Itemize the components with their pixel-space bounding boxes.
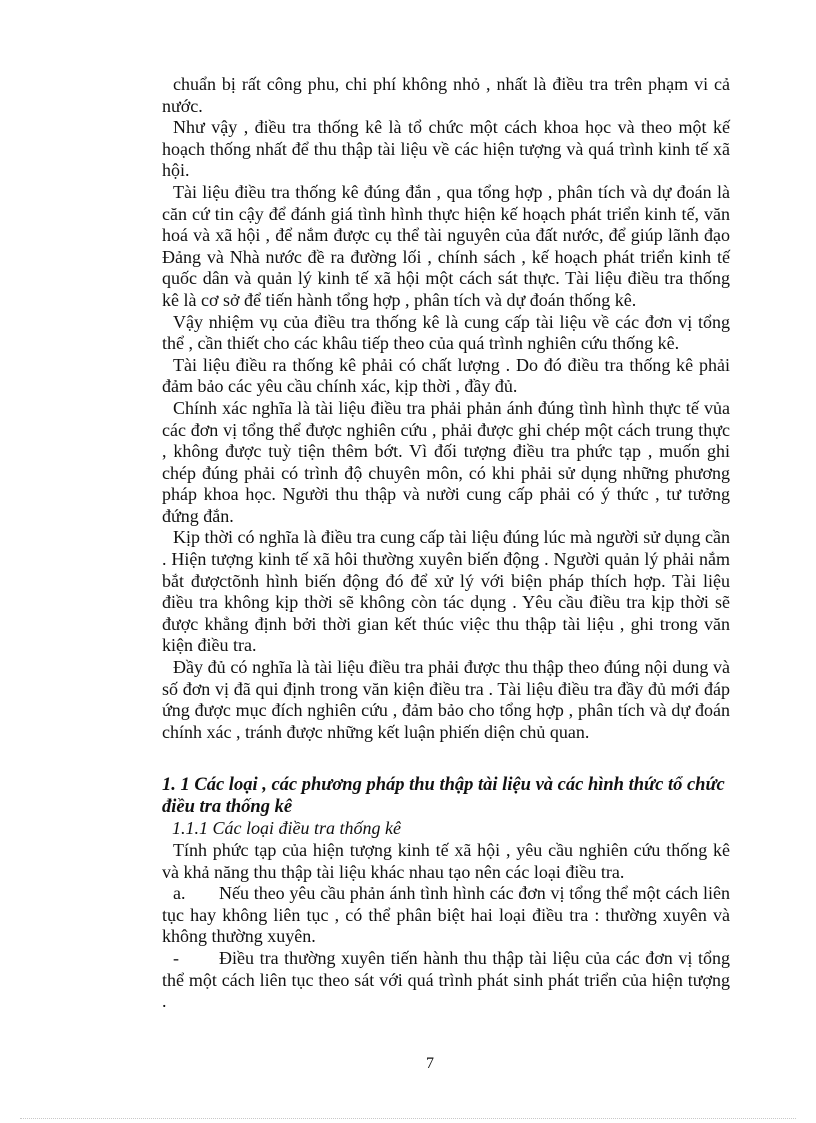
paragraph: Tài liệu điều tra thống kê đúng đắn , qua tổng hợp , phân tích và dự đoán là căn cứ tin cậy để đánh giá tình hình thực hiện kế hoạch phát triển kinh tế, văn hoá và xã hội , để nắm được cụ thể tài nguyên của đất nước, để giúp lãnh đạo Đảng và Nhà nước đề ra đường lối , chính sách , kế hoạch phát triển kinh tế quốc dân và quản lý kinh tế xã hội một cách sát thực. Tài liệu điều tra thống kê là cơ sở để tiến hành tổng hợp , phân tích và dự đoán thống kê. — [162, 181, 730, 310]
list-item-dash — [162, 948, 730, 1013]
list-item-text: Điều tra thường xuyên tiến hành thu thập tài liệu của các đơn vị tổng thể một cách liên tục theo sát với quá trình phát sinh phát triển của hiện tượng . — [162, 947, 730, 1012]
subsection-heading: 1.1.1 Các loại điều tra thống kê — [172, 818, 401, 839]
paragraph: Vậy nhiệm vụ của điều tra thống kê là cung cấp tài liệu về các đơn vị tổng thể , cần thiết cho các khâu tiếp theo của quá trình nghiên cứu thống kê. — [162, 311, 730, 354]
list-marker: - — [173, 947, 179, 968]
paragraph: Như vậy , điều tra thống kê là tổ chức một cách khoa học và theo một kế hoạch thống nhất để thu thập tài liệu về các hiện tượng và quá trình kinh tế xã hội. — [162, 117, 730, 181]
paragraph: Kịp thời có nghĩa là điều tra cung cấp tài liệu đúng lúc mà người sử dụng cần . Hiện tượng kinh tế xã hôi thường xuyên biến động . Người quản lý phải nắm bắt đượctõnh hình biến động đó để xử lý với biện pháp thích hợp. Tài liệu điều tra không kịp thời sẽ không còn tác dụng . Yêu cầu điều tra kịp thời sẽ được khẳng định bởi thời gian kết thúc việc thu thập tài liệu , ghi trong văn kiện điều tra. — [162, 527, 730, 656]
paragraph-continuation: chuẩn bị rất công phu, chi phí không nhỏ , nhất là điều tra trên phạm vi cả nước. — [162, 74, 730, 116]
section-heading: 1. 1 Các loại , các phương pháp thu thập tài liệu và các hình thức tổ chức điều tra thống kê — [162, 775, 725, 818]
list-marker: a. — [173, 883, 186, 904]
list-item-a — [162, 883, 730, 948]
paragraph: Chính xác nghĩa là tài liệu điều tra phải phản ánh đúng tình hình thực tế vủa các đơn vị tổng thể được nghiên cứu , phải được ghi chép một cách trung thực , không được tuỳ tiện thêm bớt. Vì đối tượng điều tra phức tạp , muốn ghi chép đúng phải có trình độ chuyên môn, có khi phải sử dụng những phương pháp khoa học. Người thu thập và nười cung cấp phải có ý thức , tư tưởng đứng đắn. — [162, 397, 730, 526]
page-body — [162, 74, 730, 1013]
paragraph: Đầy đủ có nghĩa là tài liệu điều tra phải được thu thập theo đúng nội dung và số đơn vị đã qui định trong văn kiện điều tra . Tài liệu điều tra đầy đủ mới đáp ứng được mục đích nghiên cứu , đảm bảo cho tổng hợp , phân tích và dự đoán chính xác , tránh được những kết luận phiến diện chủ quan. — [162, 657, 730, 742]
section-intro: Tính phức tạp của hiện tượng kinh tế xã hội , yêu cầu nghiên cứu thống kê và khả năng thu thập tài liệu khác nhau tạo nên các loại điều tra. — [162, 840, 730, 882]
page-bottom-divider — [20, 1118, 796, 1119]
page-number: 7 — [426, 1055, 434, 1072]
list-item-text: Nếu theo yêu cầu phản ánh tình hình các đơn vị tổng thể một cách liên tục hay không liên tục , có thể phân biệt hai loại điều tra : thường xuyên và không thường xuyên. — [162, 883, 730, 947]
paragraph: Tài liệu điều ra thống kê phải có chất lượng . Do đó điều tra thống kê phải đảm bảo các yêu cầu chính xác, kịp thời , đầy đủ. — [162, 354, 730, 397]
